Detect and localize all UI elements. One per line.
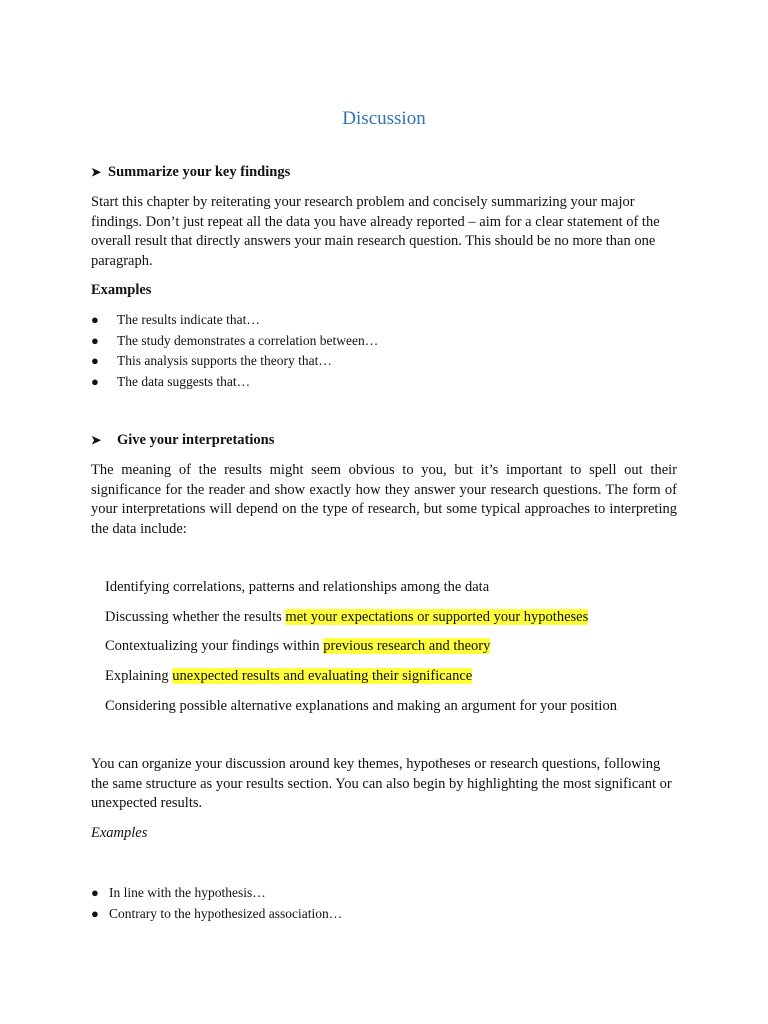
bullet-dot-icon: ● xyxy=(91,332,99,348)
findings-examples-list xyxy=(91,310,378,392)
organize-paragraph: You can organize your discussion around key themes, hypotheses or research questions, following the same structure as your results section. You can also begin by highlighting the most significant or unexpected results. xyxy=(91,756,672,812)
summary-paragraph: Start this chapter by reiterating your research problem and concisely summarizing your major findings. Don’t just repeat all the data you have already reported – aim for a clear statement of the overall result that directly answers your main research question. This should be no more than one paragraph. xyxy=(91,194,660,269)
interpretations-paragraph: The meaning of the results might seem obvious to you, but it’s important to spell out their significance for the reader and show exactly how they answer your research questions. The form of your interpretations will depend on the type of research, but some typical approaches to interpreting the data include: xyxy=(91,462,677,537)
page-title: Discussion xyxy=(342,108,426,129)
list-item: ● This analysis supports the theory that… xyxy=(91,351,378,372)
interpretation-examples-list xyxy=(91,883,342,924)
section-heading-text: Give your interpretations xyxy=(117,432,275,448)
list-item: Identifying correlations, patterns and relationships among the data xyxy=(105,579,490,595)
list-item: Contextualizing your findings within previous research and theory xyxy=(105,638,491,655)
arrowhead-bullet-icon: ➤ xyxy=(91,165,102,179)
bullet-dot-icon: ● xyxy=(91,353,99,368)
examples-label: Examples xyxy=(91,282,152,298)
bullet-dot-icon: ● xyxy=(91,312,99,327)
highlighted-text: unexpected results and evaluating their significance xyxy=(172,668,473,685)
list-item: ● The data suggests that… xyxy=(91,372,378,393)
highlighted-text: met your expectations or supported your hypotheses xyxy=(285,608,589,625)
arrowhead-bullet-icon: ➤ xyxy=(91,433,102,447)
bullet-dot-icon: ● xyxy=(91,373,99,389)
list-item: Considering possible alternative explanations and making an argument for your position xyxy=(105,697,617,714)
list-item: ● The results indicate that… xyxy=(91,310,378,331)
list-item: ● The study demonstrates a correlation between… xyxy=(91,331,378,352)
section-heading-interpretations xyxy=(91,432,274,449)
highlighted-text: previous research and theory xyxy=(323,638,491,655)
bullet-dot-icon: ● xyxy=(91,885,99,900)
examples-label: Examples xyxy=(91,825,148,841)
section-heading-summarize xyxy=(91,164,290,181)
approaches-list xyxy=(105,578,617,726)
section-heading-text: Summarize your key findings xyxy=(108,164,291,180)
list-item: Explaining unexpected results and evaluating their significance xyxy=(105,668,473,685)
bullet-dot-icon: ● xyxy=(91,905,99,921)
list-item: ● In line with the hypothesis… xyxy=(91,883,342,904)
list-item: ● Contrary to the hypothesized association… xyxy=(91,904,342,925)
list-item: Discussing whether the results met your expectations or supported your hypotheses xyxy=(105,608,589,625)
